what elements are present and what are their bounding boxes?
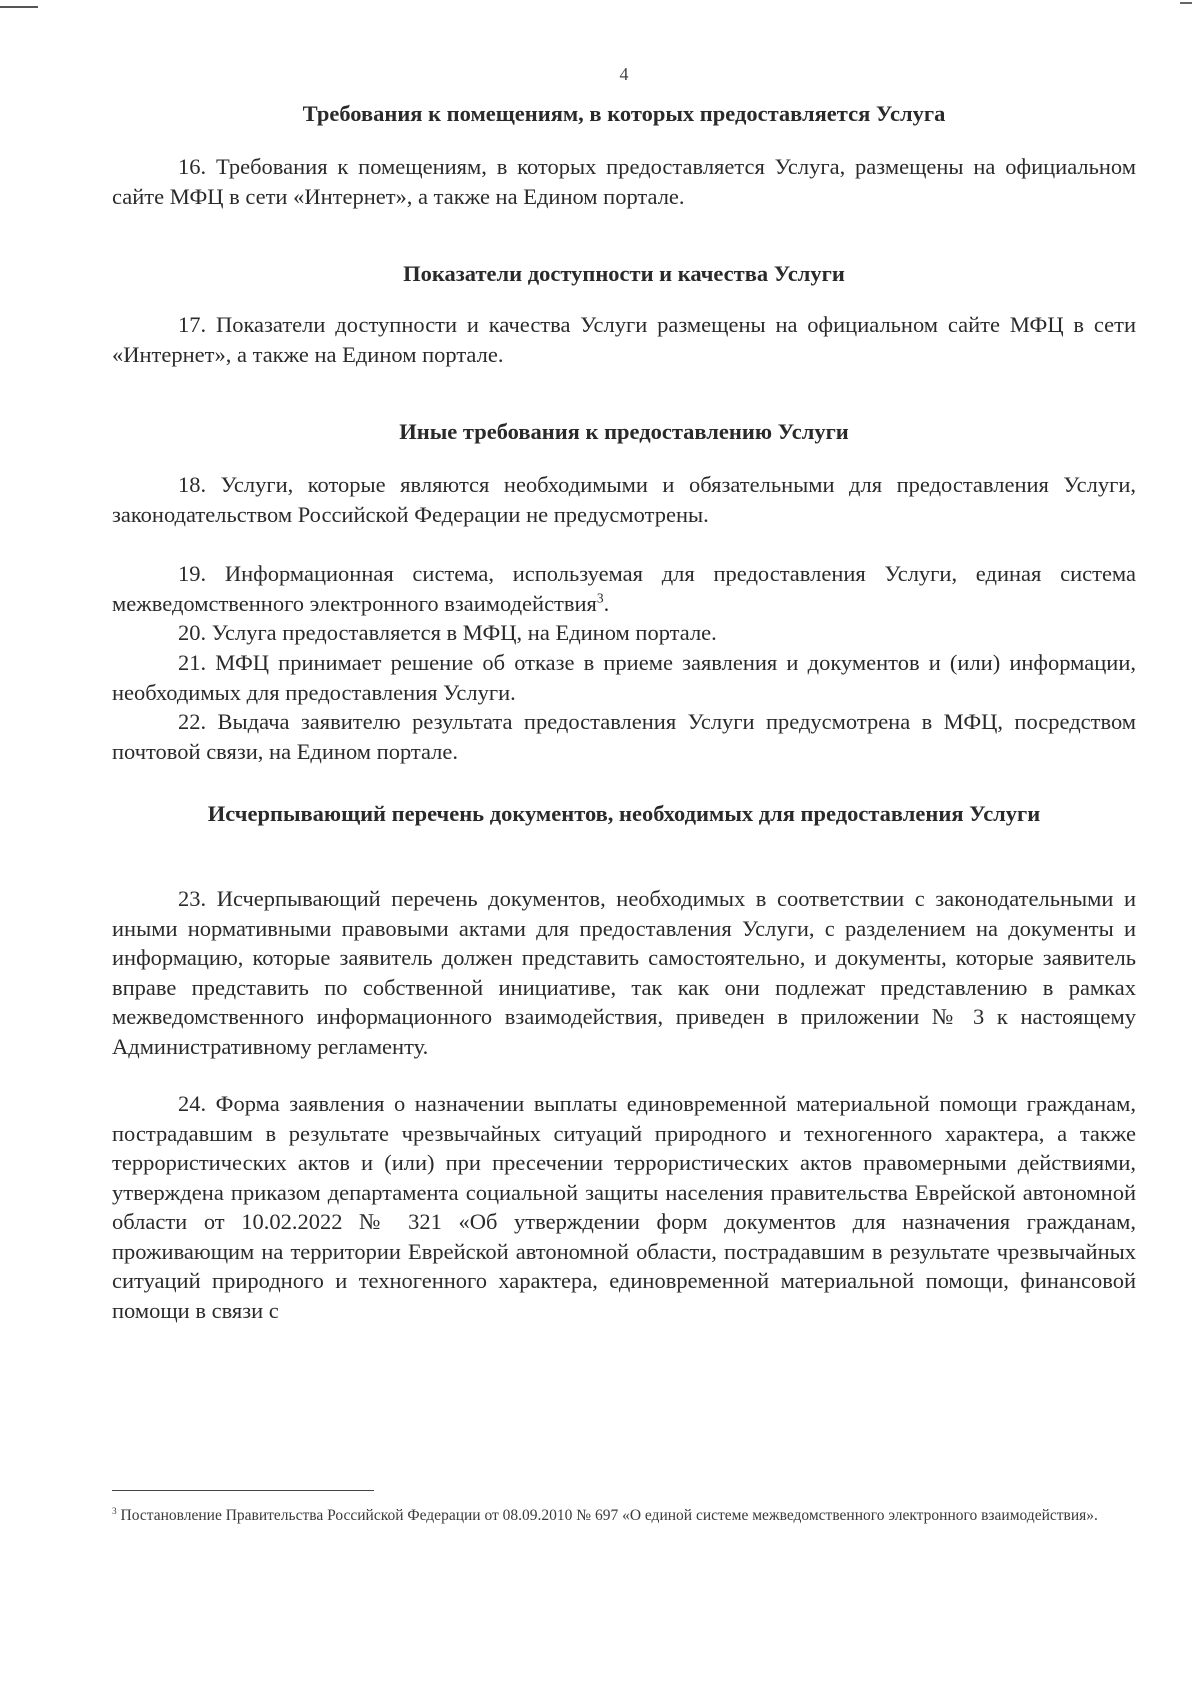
paragraph-24: 24. Форма заявления о назначении выплаты единовременной материальной помощи гражданам, пострадавшим в результате чрезвычайных ситуаций природного и техногенного характера, а также террористических актов и (или) при пресечении террористических актов правомерными действиями, утверждена приказом департамента социальной защиты населения правительства Еврейской автономной области от 10.02.2022 № 321 «Об утверждении форм документов для назначения гражданам, проживающим на территории Еврейской автономной области, пострадавшим в результате чрезвычайных ситуаций природного и техногенного характера, единовременной материальной помощи, финансовой помощи в связи с <box>112 1091 1136 1323</box>
footnote-mark: 3 <box>112 1506 117 1517</box>
paragraph-22: 22. Выдача заявителю результата предоставления Услуги предусмотрена в МФЦ, посредством почтовой связи, на Едином портале. <box>112 709 1136 764</box>
footnote-text: Постановление Правительства Российской Федерации от 08.09.2010 № 697 «О единой системе межведомственного электронного взаимодействия». <box>116 1507 1098 1524</box>
heading-other-requirements: Иные требования к предоставлению Услуги <box>399 419 849 444</box>
paragraph-21: 21. МФЦ принимает решение об отказе в приеме заявления и документов и (или) информации, необходимых для предоставления Услуги. <box>112 650 1136 705</box>
footnote-3 <box>112 1503 1136 1529</box>
paragraph-19-text: 19. Информационная система, используемая для предоставления Услуги, единая система межведомственного электронного взаимодействия <box>112 561 1136 616</box>
heading-premises: Требования к помещениям, в которых предоставляется Услуга <box>302 101 946 126</box>
scan-edge-mark <box>1180 2 1192 4</box>
paragraph-17: 17. Показатели доступности и качества Услуги размещены на официальном сайте МФЦ в сети «Интернет», а также на Едином портале. <box>112 312 1136 367</box>
footnote-ref-3: 3 <box>596 590 604 605</box>
paragraph-19-end: . <box>603 590 610 616</box>
paragraph-16: 16. Требования к помещениям, в которых предоставляется Услуга, размещены на официальном сайте МФЦ в сети «Интернет», а также на Едином портале. <box>112 154 1136 209</box>
heading-indicators: Показатели доступности и качества Услуги <box>403 261 845 286</box>
scan-edge-line <box>0 6 38 8</box>
heading-documents: Исчерпывающий перечень документов, необходимых для предоставления Услуги <box>207 801 1041 826</box>
footnote-rule <box>112 1490 374 1491</box>
paragraph-23: 23. Исчерпывающий перечень документов, необходимых в соответствии с законодательными и иными нормативными правовыми актами для предоставления Услуги, с разделением на документы и информацию, которые заявитель должен представить самостоятельно, и документы, которые заявитель вправе представить по собственной инициативе, так как они подлежат представлению в рамках межведомственного информационного взаимодействия, приведен в приложении № 3 к настоящему Административному регламенту. <box>112 886 1136 1059</box>
paragraph-18: 18. Услуги, которые являются необходимыми и обязательными для предоставления Услуги, законодательством Российской Федерации не предусмотрены. <box>112 472 1136 527</box>
paragraph-19 <box>112 559 1136 618</box>
page-number: 4 <box>619 64 629 84</box>
paragraph-20: 20. Услуга предоставляется в МФЦ, на Едином портале. <box>178 620 717 645</box>
